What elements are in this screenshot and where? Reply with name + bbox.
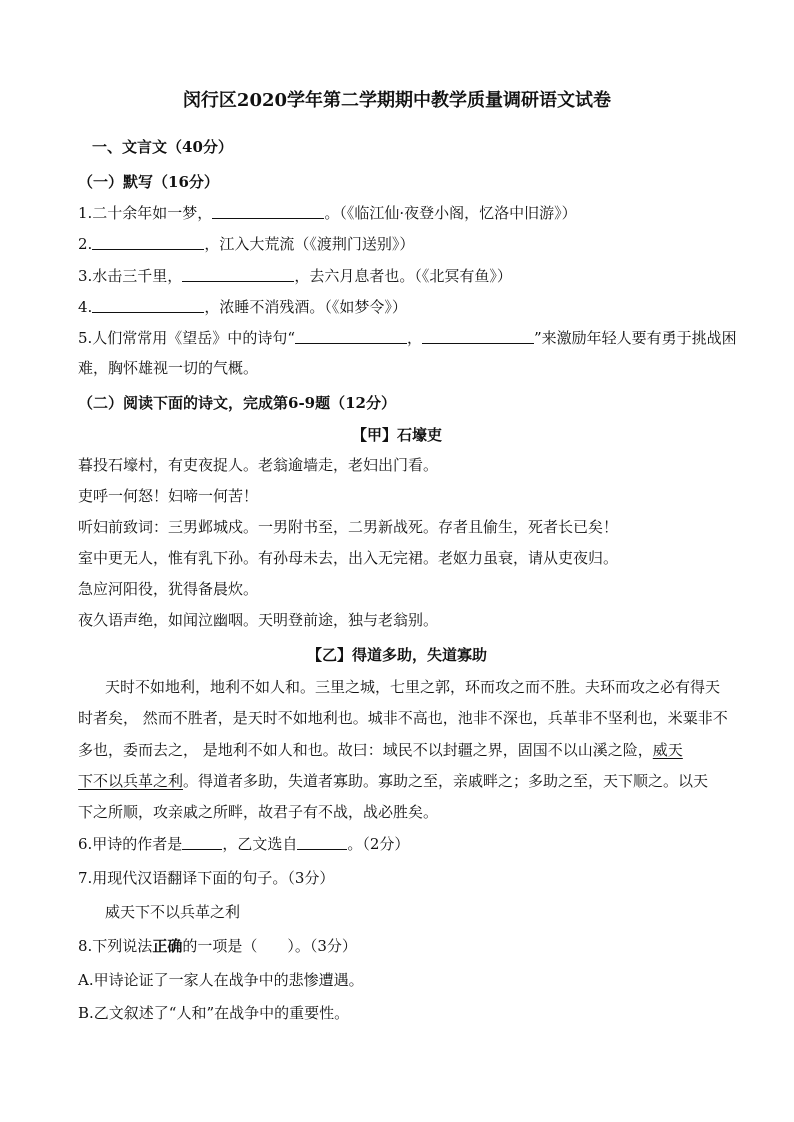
prose-line: 天时不如地利，地利不如人和。三里之城，七里之郭，环而攻之而不胜。夫环而攻之必有得天 bbox=[105, 678, 721, 696]
question-text: ， bbox=[406, 329, 422, 347]
answer-blank[interactable] bbox=[297, 834, 347, 850]
prose-title: 【乙】得道多助，失道寡助 bbox=[306, 646, 487, 664]
question-text: 3.水击三千里， bbox=[78, 267, 183, 285]
question-3 bbox=[78, 266, 512, 286]
question-text: 。（《临江仙·夜登小阁，忆洛中旧游》） bbox=[324, 204, 577, 222]
section-heading: 一、文言文（40分） bbox=[92, 138, 233, 156]
question-text: 8.下列说法 bbox=[78, 937, 153, 955]
option-a: A.甲诗论证了一家人在战争中的悲惨遭遇。 bbox=[78, 971, 364, 989]
answer-blank[interactable] bbox=[92, 297, 204, 313]
question-text: ”来激励年轻人要有勇于挑战困 bbox=[534, 329, 737, 347]
question-5-continued: 难，胸怀雄视一切的气概。 bbox=[78, 359, 259, 377]
question-text: 2. bbox=[78, 235, 93, 253]
question-7: 7.用现代汉语翻译下面的句子。（3分） bbox=[78, 869, 335, 887]
question-2 bbox=[78, 234, 414, 254]
question-text: ，江入大荒流（《渡荆门送别》） bbox=[204, 235, 415, 253]
poem-line: 暮投石壕村，有吏夜捉人。老翁逾墙走，老妇出门看。 bbox=[78, 456, 439, 474]
question-text: 6.甲诗的作者是 bbox=[78, 835, 183, 853]
prose-text: 多也，委而去之， 是地利不如人和也。故曰：域民不以封疆之界，固国不以山溪之险， bbox=[78, 741, 653, 759]
prose-text: 。得道者多助，失道者寡助。寡助之至，亲戚畔之；多助之至，天下顺之。以天 bbox=[183, 772, 709, 790]
poem-line: 吏呼一何怒！妇啼一何苦！ bbox=[78, 487, 259, 505]
question-text: 1.二十余年如一梦， bbox=[78, 204, 213, 222]
answer-blank[interactable] bbox=[295, 328, 407, 344]
prose-line: 时者矣， 然而不胜者，是天时不如地利也。城非不高也，池非不深也，兵革非不坚利也，米粟非不 bbox=[78, 709, 728, 727]
question-text: ，去六月息者也。（《北冥有鱼》） bbox=[294, 267, 512, 285]
question-text: ，浓睡不消残酒。（《如梦令》） bbox=[204, 298, 407, 316]
prose-line bbox=[78, 740, 683, 760]
answer-blank[interactable] bbox=[92, 234, 204, 250]
poem-line: 室中更无人，惟有乳下孙。有孙母未去，出入无完裙。老妪力虽衰，请从吏夜归。 bbox=[78, 549, 619, 567]
answer-blank[interactable] bbox=[182, 266, 294, 282]
question-1 bbox=[78, 203, 577, 223]
question-text: 的一项是（ ）。（3分） bbox=[182, 937, 357, 955]
option-b: B.乙文叙述了“人和”在战争中的重要性。 bbox=[78, 1004, 350, 1022]
answer-blank[interactable] bbox=[182, 834, 222, 850]
poem-line: 夜久语声绝，如闻泣幽咽。天明登前途，独与老翁别。 bbox=[78, 611, 439, 629]
subsection-heading: （二）阅读下面的诗文，完成第6-9题（12分） bbox=[78, 394, 396, 412]
poem-line: 急应河阳役，犹得备晨炊。 bbox=[78, 580, 259, 598]
poem-line: 听妇前致词：三男邺城戍。一男附书至，二男新战死。存者且偷生，死者长已矣！ bbox=[78, 518, 619, 536]
question-text: 。（2分） bbox=[347, 835, 410, 853]
emphasis-text: 正确 bbox=[152, 937, 183, 955]
question-5 bbox=[78, 328, 737, 348]
question-4 bbox=[78, 297, 407, 317]
answer-blank[interactable] bbox=[212, 203, 324, 219]
prose-line bbox=[78, 771, 708, 791]
translate-sentence: 威天下不以兵革之利 bbox=[105, 903, 241, 921]
question-8 bbox=[78, 936, 357, 956]
question-text: 5.人们常常用《望岳》中的诗句“ bbox=[78, 329, 295, 347]
page-title: 闵行区2020学年第二学期期中教学质量调研语文试卷 bbox=[182, 90, 612, 111]
question-text: 4. bbox=[78, 298, 93, 316]
underlined-sentence: 下不以兵革之利 bbox=[78, 772, 184, 790]
underlined-sentence: 威天 bbox=[652, 741, 683, 759]
poem-title: 【甲】石壕吏 bbox=[351, 426, 442, 444]
question-text: ，乙文选自 bbox=[222, 835, 298, 853]
prose-line: 下之所顺，攻亲戚之所畔，故君子有不战，战必胜矣。 bbox=[78, 803, 439, 821]
question-6 bbox=[78, 834, 409, 854]
subsection-heading: （一）默写（16分） bbox=[78, 173, 219, 191]
answer-blank[interactable] bbox=[422, 328, 534, 344]
